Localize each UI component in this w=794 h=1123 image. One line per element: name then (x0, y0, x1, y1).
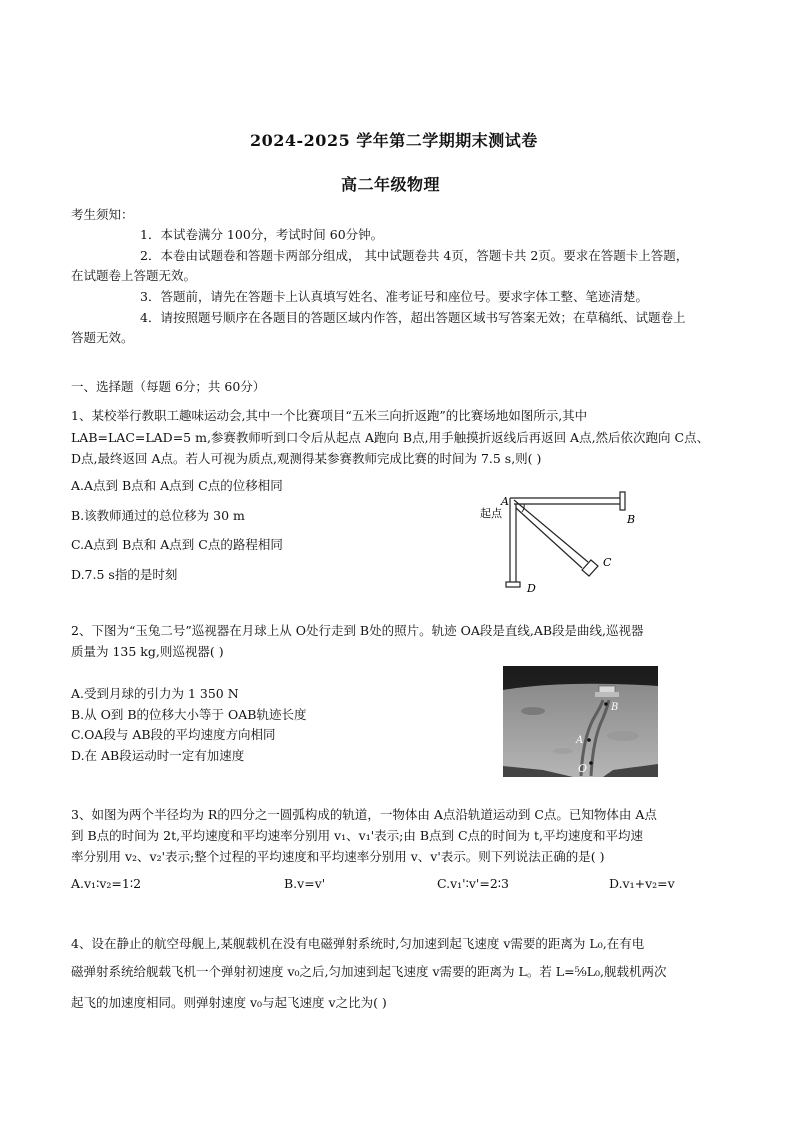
question-1-text: D点,最终返回 A点。若人可视为质点,观测得某参赛教师完成比赛的时间为 7.5 s,则( ) (71, 451, 542, 466)
question-1-option-d: D.7.5 s指的是时刻 (71, 567, 178, 582)
instruction-item: 答题无效。 (71, 330, 134, 345)
label-c: C (603, 556, 612, 569)
question-2-option-d: D.在 AB段运动时一定有加速度 (71, 748, 245, 763)
question-3-option-d: D.v₁+v₂=v (609, 876, 675, 891)
instruction-item: 1．本试卷满分 100分，考试时间 60分钟。 (140, 227, 384, 242)
question-2-option-b: B.从 O到 B的位移大小等于 OAB轨迹长度 (71, 707, 307, 722)
question-3-text: 3、如图为两个半径均为 R的四分之一圆弧构成的轨道，一物体由 A点沿轨道运动到 C点。已知物体由 A点 (71, 807, 657, 822)
photo-label-o: O (578, 762, 588, 775)
question-1-text: 1、某校举行教职工趣味运动会,其中一个比赛项目“五米三向折返跑”的比赛场地如图所示,其中 (71, 408, 588, 423)
label-a: A (501, 495, 509, 508)
instruction-item: 2．本卷由试题卷和答题卡两部分组成， 其中试题卷共 4页，答题卡共 2页。要求在答题卡上答题， (140, 248, 689, 263)
instructions-heading: 考生须知： (71, 207, 134, 222)
question-1-option-c: C.A点到 B点和 A点到 C点的路程相同 (71, 537, 283, 552)
photo-label-a: A (576, 735, 584, 746)
question-1-option-b: B.该教师通过的总位移为 30 m (71, 508, 245, 523)
instruction-item: 在试题卷上答题无效。 (71, 268, 197, 283)
question-1-text: LAB=LAC=LAD=5 m,参赛教师听到口令后从起点 A跑向 B点,用手触摸折返线后再返回 A点,然后依次跑向 C点、 (71, 430, 710, 445)
question-3-text: 到 B点的时间为 2t,平均速度和平均速率分别用 v₁、v₁'表示;由 B点到 C点的时间为 t,平均速度和平均速 (71, 828, 644, 843)
question-4-text: 磁弹射系统给舰载飞机一个弹射初速度 v₀之后,匀加速到起飞速度 v需要的距离为 L。若 L=⁵⁄₉L₀,舰载机两次 (71, 964, 667, 979)
label-start: 起点 (480, 507, 502, 520)
question-2-option-c: C.OA段与 AB段的平均速度方向相同 (71, 727, 276, 742)
question-2-option-a: A.受到月球的引力为 1 350 N (71, 686, 239, 701)
question-2-text: 2、下图为“玉兔二号”巡视器在月球上从 O处行走到 B处的照片。轨迹 OA段是直线,AB段是曲线,巡视器 (71, 623, 644, 638)
question-3-option-a: A.v₁∶v₂=1∶2 (71, 876, 142, 891)
exam-title: 2024-2025 学年第二学期期末测试卷 (250, 131, 538, 150)
question-3-text: 率分别用 v₂、v₂'表示;整个过程的平均速度和平均速率分别用 v、v'表示。则下列说法正确的是( ) (71, 849, 605, 864)
photo-label-b: B (611, 702, 619, 713)
question-3-option-b: B.v=v' (284, 876, 326, 891)
instruction-item: 4．请按照题号顺序在各题目的答题区域内作答，超出答题区域书写答案无效；在草稿纸、试题卷上 (140, 310, 686, 325)
running-field-diagram (470, 488, 640, 598)
lunar-rover-photo (503, 666, 658, 777)
question-2-text: 质量为 135 kg,则巡视器( ) (71, 644, 224, 659)
question-4-text: 4、设在静止的航空母舰上,某舰载机在没有电磁弹射系统时,匀加速到起飞速度 v需要的距离为 L₀,在有电 (71, 936, 645, 951)
question-4-text: 起飞的加速度相同。则弹射速度 v₀与起飞速度 v之比为( ) (71, 995, 387, 1010)
question-3-option-c: C.v₁'∶v'=2∶3 (437, 876, 509, 891)
exam-subtitle: 高二年级物理 (341, 175, 441, 194)
label-d: D (527, 582, 536, 595)
question-1-option-a: A.A点到 B点和 A点到 C点的位移相同 (71, 478, 283, 493)
section-heading: 一、选择题（每题 6分；共 60分） (71, 379, 266, 394)
label-b: B (627, 513, 636, 526)
instruction-item: 3．答题前，请先在答题卡上认真填写姓名、准考证号和座位号。要求字体工整、笔迹清楚。 (140, 289, 648, 304)
